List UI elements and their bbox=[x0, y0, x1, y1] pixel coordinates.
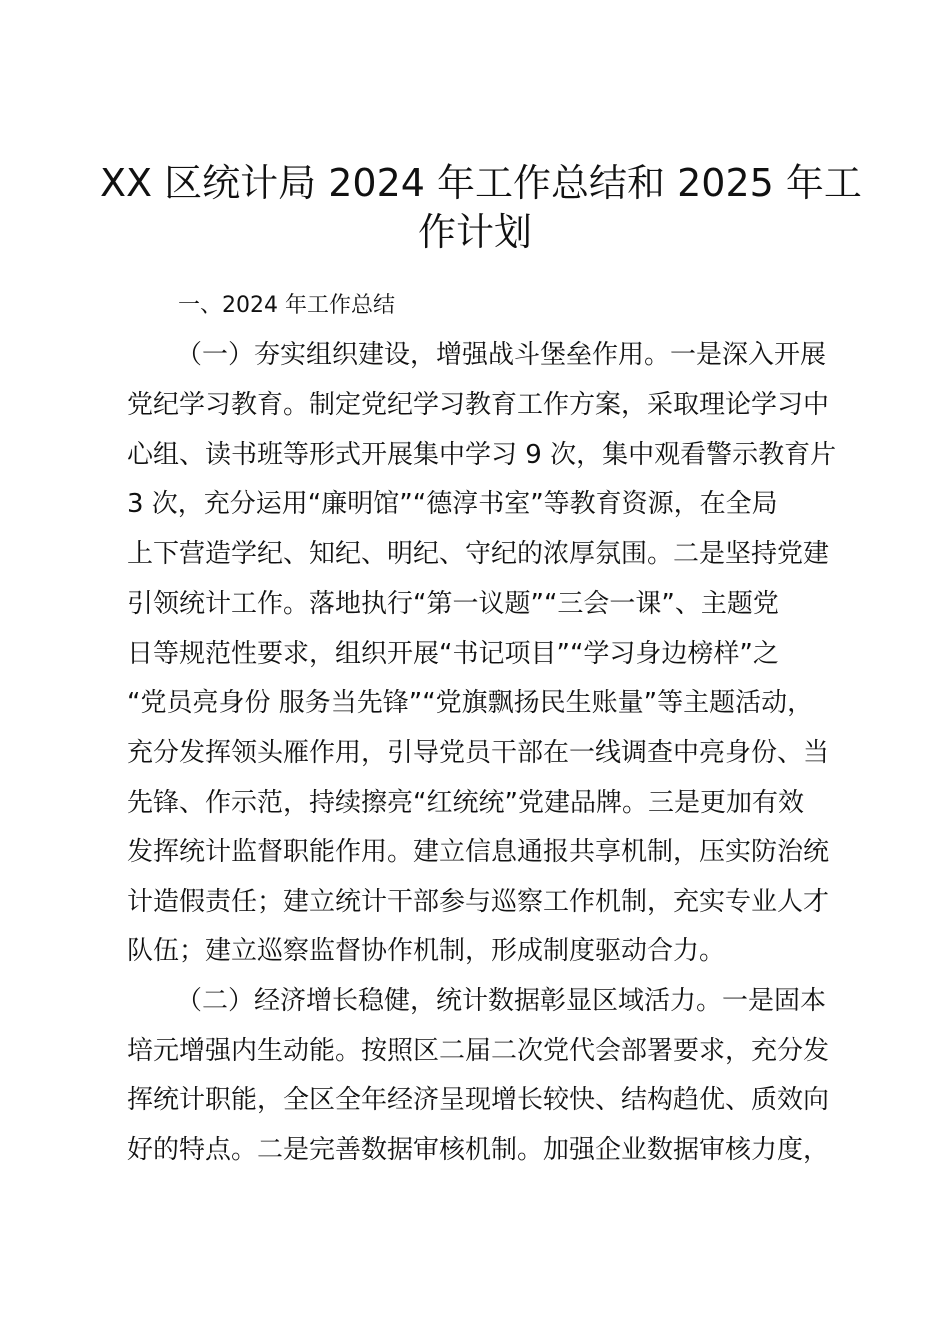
paragraph-1-line: 队伍；建立巡察监督协作机制，形成制度驱动合力。 bbox=[127, 936, 726, 966]
paragraph-1-line: 日等规范性要求，组织开展“书记项目”“学习身边榜样”之 bbox=[127, 639, 779, 669]
section-heading: 一、2024 年工作总结 bbox=[178, 293, 395, 318]
paragraph-1-line: 心组、读书班等形式开展集中学习 9 次，集中观看警示教育片 bbox=[127, 440, 837, 470]
paragraph-2-line: （二）经济增长稳健，统计数据彰显区域活力。一是固本 bbox=[176, 986, 827, 1016]
document-title-line-2: 作计划 bbox=[417, 210, 532, 254]
paragraph-2-line: 挥统计职能，全区全年经济呈现增长较快、结构趋优、质效向 bbox=[127, 1085, 830, 1115]
document-title-line-1: XX 区统计局 2024 年工作总结和 2025 年工 bbox=[100, 161, 862, 205]
paragraph-1-line: 充分发挥领头雁作用，引导党员干部在一线调查中亮身份、当 bbox=[127, 738, 830, 768]
paragraph-1-line: 党纪学习教育。制定党纪学习教育工作方案，采取理论学习中 bbox=[127, 390, 830, 420]
paragraph-1-line: 先锋、作示范，持续擦亮“红统统”党建品牌。三是更加有效 bbox=[127, 788, 804, 818]
paragraph-1-line: 3 次，充分运用“廉明馆”“德淳书室”等教育资源，在全局 bbox=[127, 489, 778, 519]
paragraph-2-line: 好的特点。二是完善数据审核机制。加强企业数据审核力度， bbox=[127, 1135, 830, 1165]
paragraph-2-line: 培元增强内生动能。按照区二届二次党代会部署要求，充分发 bbox=[127, 1036, 830, 1066]
paragraph-1-line: 引领统计工作。落地执行“第一议题”“三会一课”、主题党 bbox=[127, 589, 779, 619]
paragraph-1-line: 计造假责任；建立统计干部参与巡察工作机制，充实专业人才 bbox=[127, 887, 830, 917]
paragraph-1-line: 发挥统计监督职能作用。建立信息通报共享机制，压实防治统 bbox=[127, 837, 830, 867]
paragraph-1-line: 上下营造学纪、知纪、明纪、守纪的浓厚氛围。二是坚持党建 bbox=[127, 539, 830, 569]
paragraph-1-line: “党员亮身份 服务当先锋”“党旗飘扬民生账量”等主题活动， bbox=[127, 688, 814, 718]
paragraph-1-line: （一）夯实组织建设，增强战斗堡垒作用。一是深入开展 bbox=[176, 340, 827, 370]
